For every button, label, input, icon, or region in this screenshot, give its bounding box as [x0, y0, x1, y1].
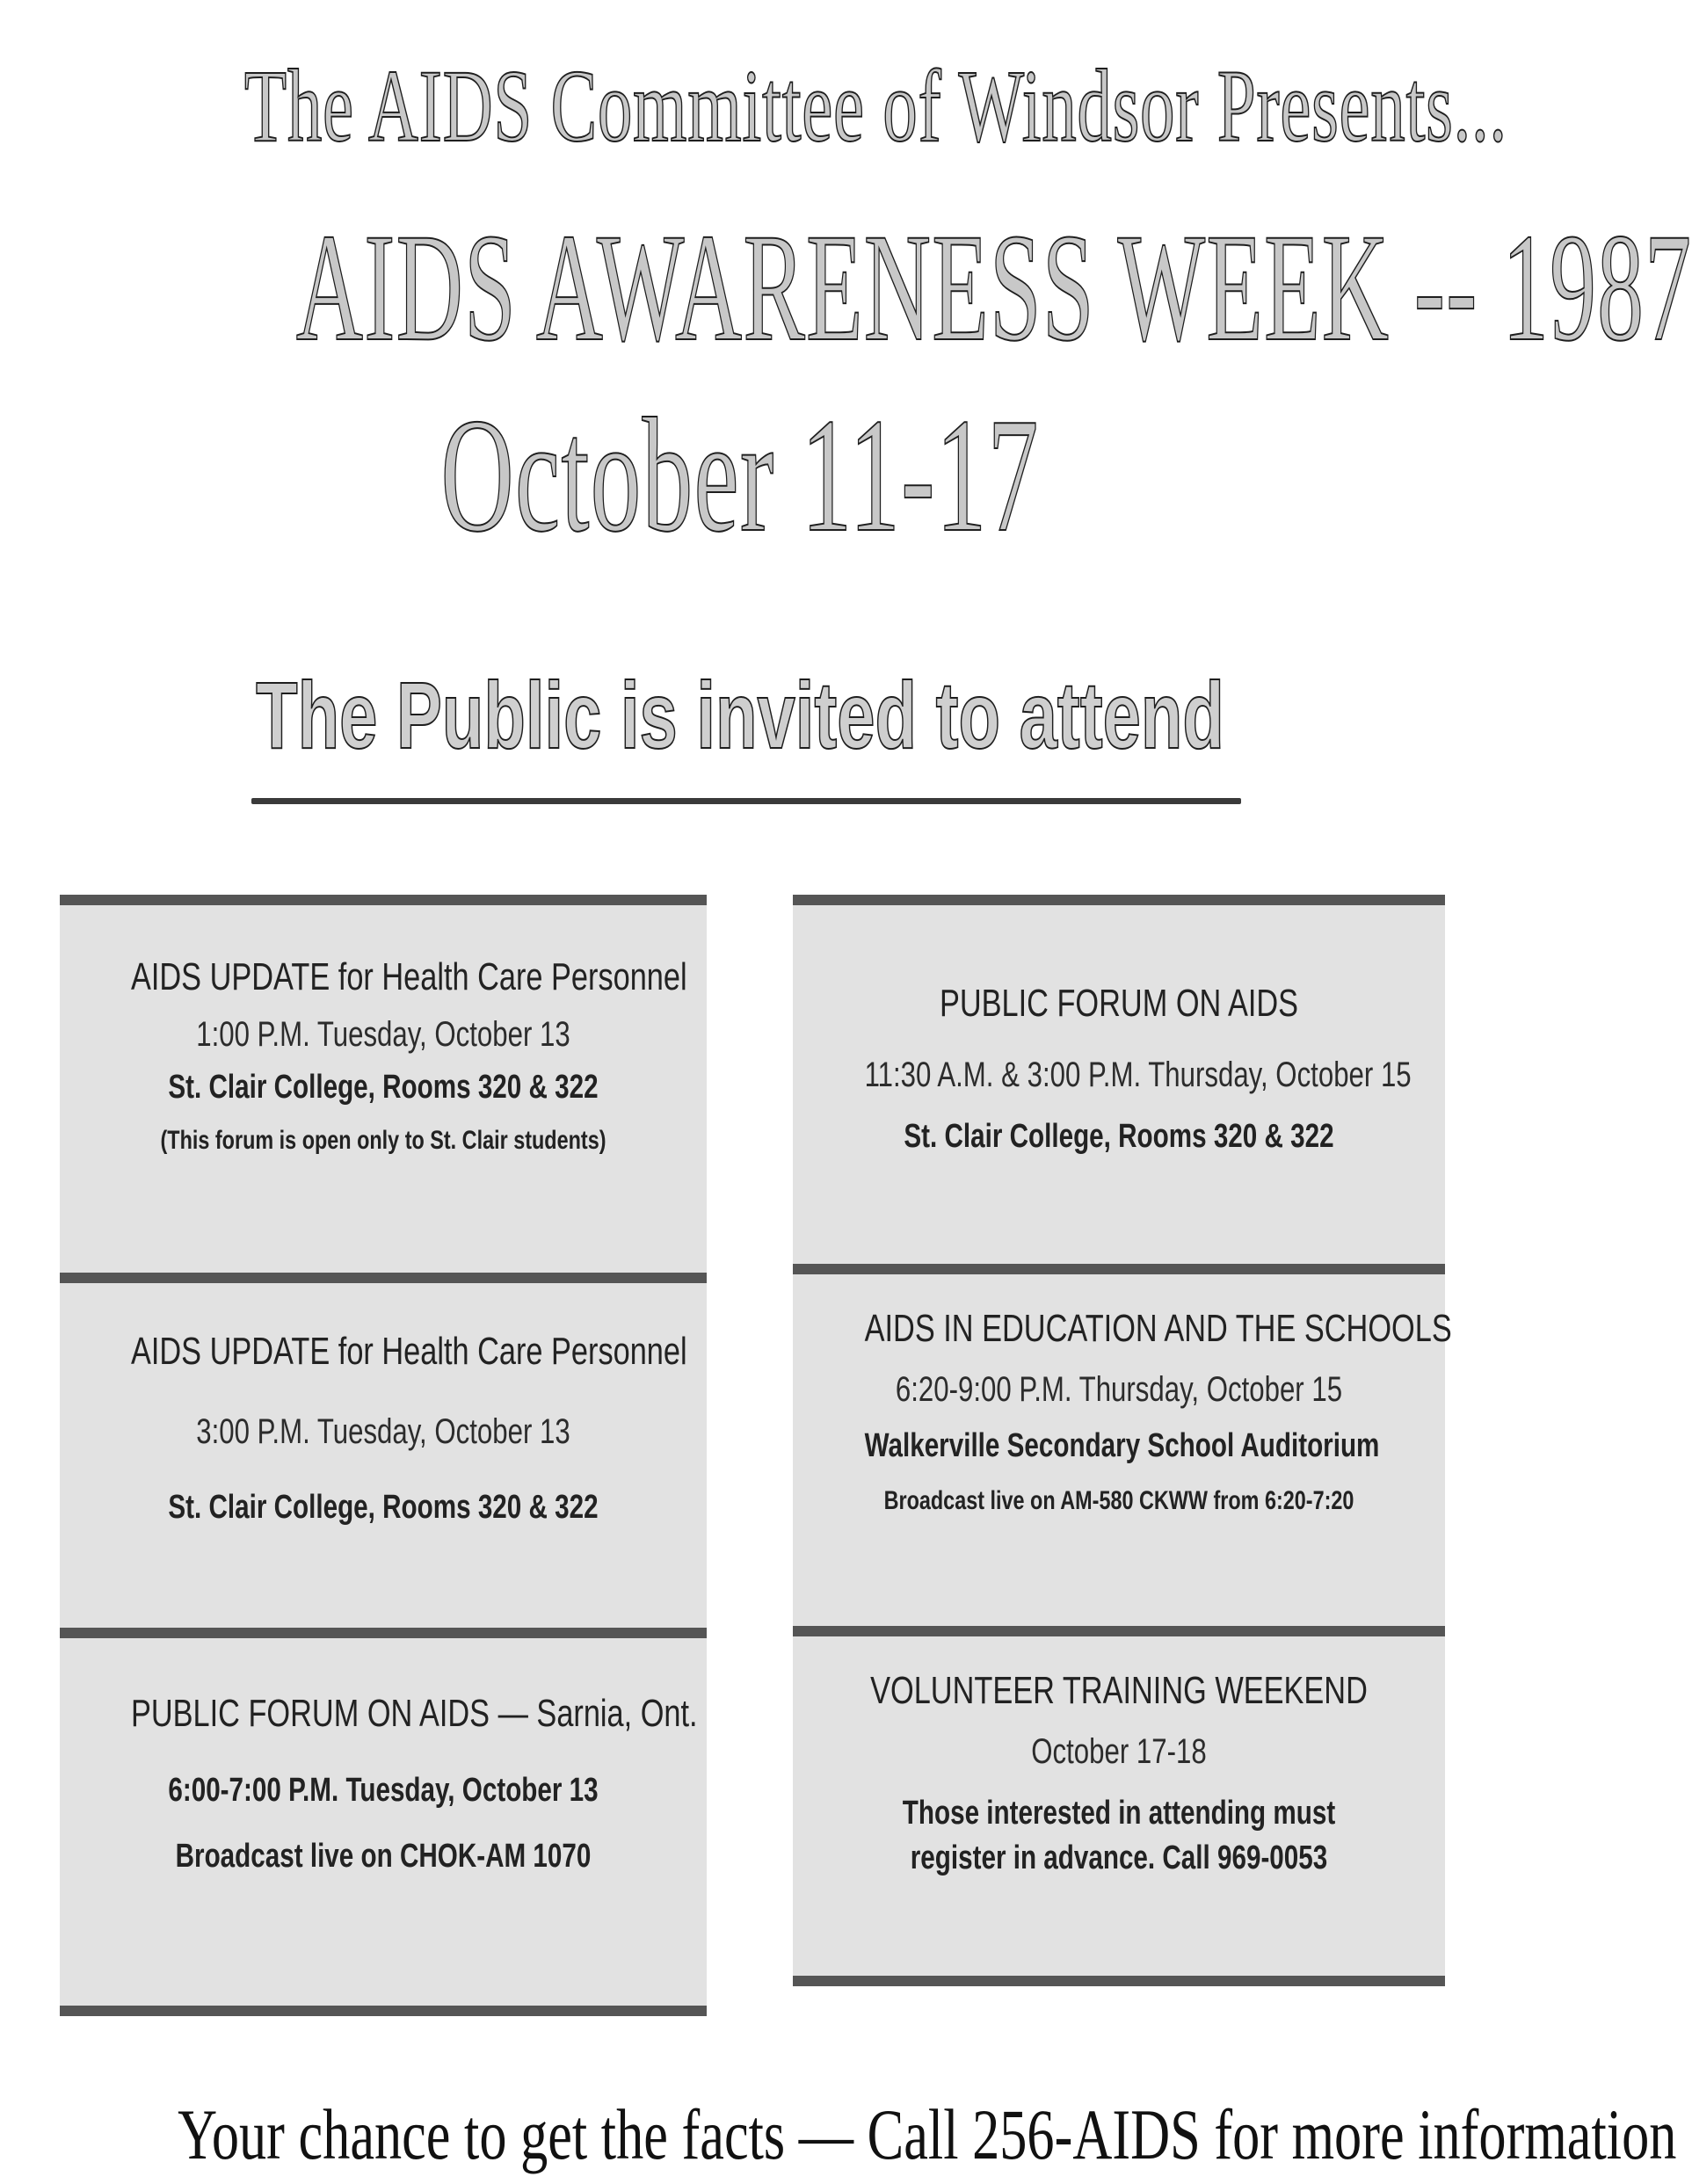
event-box-volunteer-training — [793, 1626, 1445, 1986]
footer-call-to-action: Your chance to get the facts — Call 256-AIDS for more information — [178, 2094, 1677, 2174]
event-note: Broadcast live on CHOK-AM 1070 — [175, 1838, 592, 1876]
event-venue: Walkerville Secondary School Auditorium — [864, 1426, 1380, 1464]
event-title: VOLUNTEER TRAINING WEEKEND — [870, 1669, 1368, 1712]
event-title: AIDS AWARENESS WEEK -- 1987 — [295, 202, 1692, 374]
event-note: Broadcast live on AM-580 CKWW from 6:20-7:20 — [883, 1486, 1354, 1516]
event-box-public-forum — [793, 895, 1445, 1264]
event-time: 1:00 P.M. Tuesday, October 13 — [196, 1014, 570, 1054]
event-venue: St. Clair College, Rooms 320 & 322 — [168, 1068, 599, 1106]
event-note: (This forum is open only to St. Clair students) — [160, 1126, 606, 1156]
event-box-education — [793, 1264, 1452, 1626]
invitation-heading: The Public is invited to attend — [256, 662, 1224, 768]
event-box-health-care-2 — [60, 1273, 707, 1628]
event-note-line-2: register in advance. Call 969-0053 — [910, 1839, 1328, 1877]
event-time: October 17-18 — [1031, 1731, 1207, 1771]
event-box-sarnia-forum — [60, 1628, 707, 2016]
invitation-underline — [251, 798, 1241, 804]
event-box-health-care-1 — [60, 895, 707, 1273]
event-note-line-1: Those interested in attending must — [902, 1794, 1336, 1832]
event-time: 6:20-9:00 P.M. Thursday, October 15 — [895, 1369, 1343, 1409]
event-title: AIDS UPDATE for Health Care Personnel — [130, 955, 687, 998]
event-dates: October 11-17 — [440, 385, 1040, 566]
event-venue: St. Clair College, Rooms 320 & 322 — [904, 1117, 1334, 1155]
events-column-left — [60, 895, 707, 2016]
presenter-line: The AIDS Committee of Windsor Presents... — [243, 48, 1507, 163]
event-time: 3:00 P.M. Tuesday, October 13 — [196, 1411, 570, 1451]
event-title: AIDS IN EDUCATION AND THE SCHOOLS — [864, 1307, 1452, 1350]
event-title: PUBLIC FORUM ON AIDS — Sarnia, Ont. — [130, 1692, 698, 1735]
event-time: 6:00-7:00 P.M. Tuesday, October 13 — [168, 1771, 599, 1809]
event-title: AIDS UPDATE for Health Care Personnel — [130, 1330, 687, 1373]
event-time: 11:30 A.M. & 3:00 P.M. Thursday, October 15 — [864, 1055, 1412, 1094]
event-venue: St. Clair College, Rooms 320 & 322 — [168, 1488, 599, 1526]
events-column-right — [793, 895, 1452, 1986]
event-title: PUBLIC FORUM ON AIDS — [939, 982, 1299, 1025]
